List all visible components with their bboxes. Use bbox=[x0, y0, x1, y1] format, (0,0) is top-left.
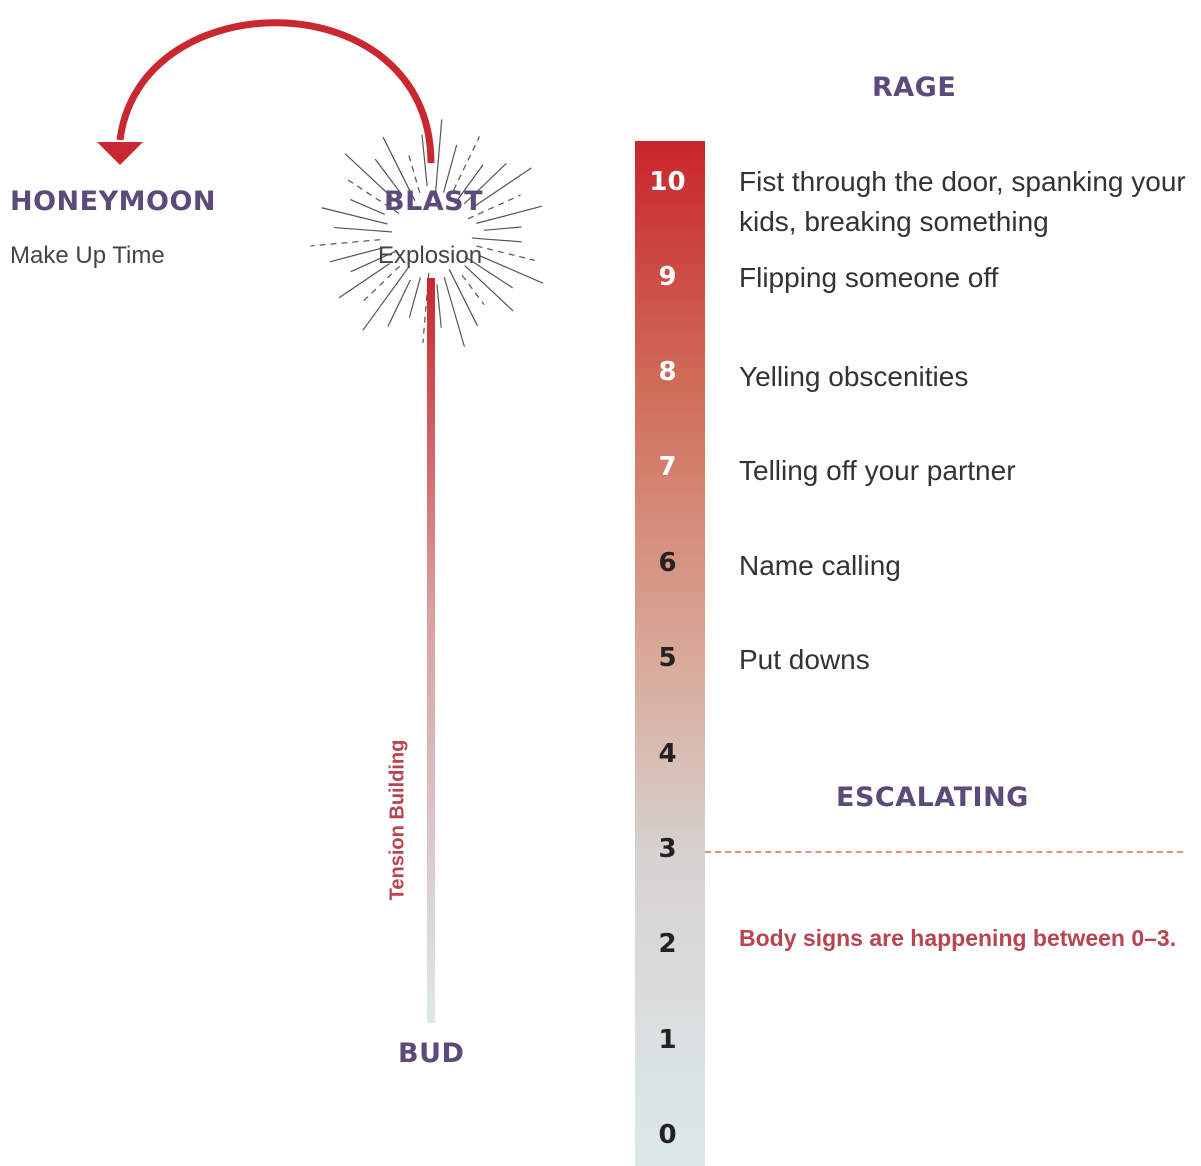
burst-ray bbox=[311, 240, 381, 246]
burst-ray bbox=[437, 284, 441, 328]
burst-ray bbox=[484, 227, 522, 230]
burst-ray bbox=[409, 277, 420, 317]
level-6-description: Name calling bbox=[739, 550, 901, 581]
burst-ray bbox=[388, 280, 410, 327]
scale-number-4: 4 bbox=[658, 739, 677, 769]
honeymoon-title: HONEYMOON bbox=[10, 186, 217, 217]
scale-number-0: 0 bbox=[658, 1120, 677, 1150]
burst-ray bbox=[334, 228, 392, 232]
scale-number-7: 7 bbox=[658, 452, 677, 482]
level-5-description: Put downs bbox=[739, 644, 870, 675]
blast-title: BLAST bbox=[384, 186, 484, 217]
level-10-description-line1: Fist through the door, spanking your bbox=[739, 166, 1186, 197]
burst-ray bbox=[476, 206, 542, 223]
scale-number-2: 2 bbox=[658, 929, 677, 959]
level-9-description: Flipping someone off bbox=[739, 262, 999, 293]
scale-number-1: 1 bbox=[658, 1025, 677, 1055]
scale-number-3: 3 bbox=[658, 834, 677, 864]
tension-stem bbox=[427, 278, 435, 1023]
burst-ray bbox=[462, 275, 484, 304]
rage-title: RAGE bbox=[872, 72, 957, 103]
scale-number-10: 10 bbox=[649, 167, 686, 197]
blast-subtitle: Explosion bbox=[378, 242, 483, 269]
scale-number-8: 8 bbox=[658, 357, 677, 387]
honeymoon-subtitle: Make Up Time bbox=[10, 242, 165, 269]
level-8-description: Yelling obscenities bbox=[739, 361, 969, 392]
scale-number-6: 6 bbox=[658, 548, 677, 578]
level-7-description: Telling off your partner bbox=[739, 455, 1016, 486]
scale-number-9: 9 bbox=[658, 262, 677, 292]
bud-title: BUD bbox=[398, 1038, 465, 1069]
burst-ray bbox=[350, 199, 385, 214]
tension-building-label: Tension Building bbox=[386, 739, 409, 901]
burst-ray bbox=[454, 137, 480, 191]
escalating-title: ESCALATING bbox=[836, 782, 1029, 813]
body-signs-note: Body signs are happening between 0–3. bbox=[739, 925, 1177, 951]
scale-number-5: 5 bbox=[658, 643, 677, 673]
escalation-threshold-line bbox=[705, 851, 1183, 853]
burst-ray bbox=[363, 266, 400, 301]
burst-ray bbox=[363, 266, 410, 330]
level-10-description-line2: kids, breaking something bbox=[739, 206, 1049, 237]
burst-ray bbox=[444, 277, 464, 347]
cycle-arrow-head bbox=[97, 142, 143, 165]
burst-ray bbox=[322, 208, 388, 224]
cycle-arrow bbox=[120, 23, 431, 163]
